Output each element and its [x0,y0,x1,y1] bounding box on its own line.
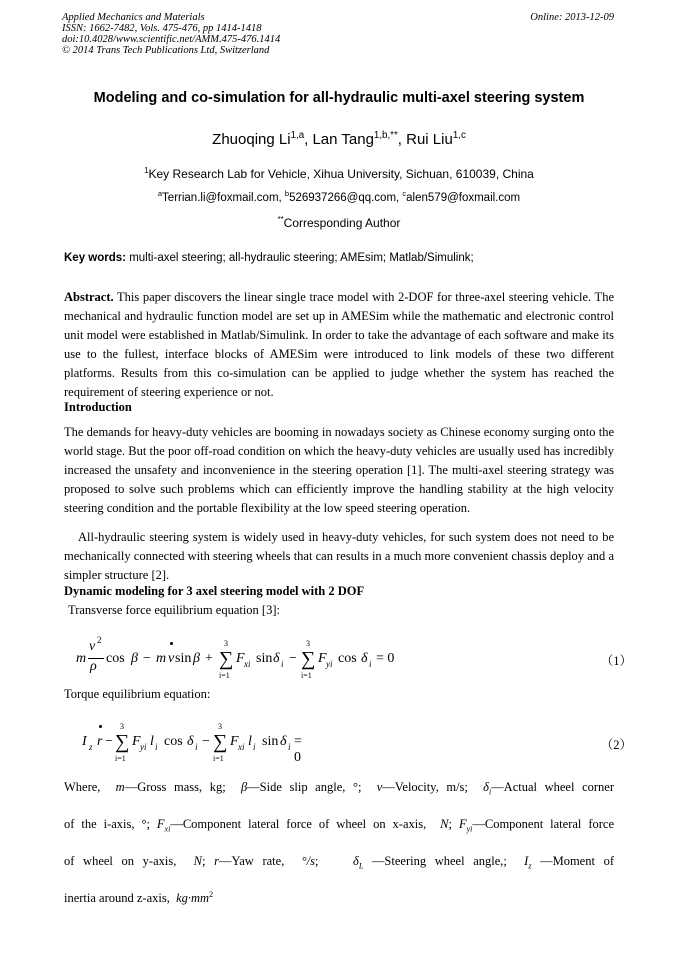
eq1-sum-bottom: i=1 [219,671,230,680]
def-text: —Side slip angle, °; [247,780,362,794]
intro-p1-text: The demands for heavy-duty vehicles are booming in nowadays society as Chinese economy surging onto the world stage. But the poor off-road condition on which the heavy-duty vehicles are usually used has incredibly increased the unsafety and inconvenience in the steering operation [1]. The multi-axel steering strategy was proposed to solve such problems which can efficiently improve the handling stability at the high velocity steering condition and the portable flexibility at the low speed steering operation. [64,425,614,515]
eq1-sum2-bottom: i=1 [301,671,312,680]
equation-2-number: （2） [600,738,632,752]
eq1-minus: − [143,651,151,666]
def-text: Where, [64,780,101,794]
def-symbol: F [156,817,165,831]
def-text: —Component lateral force of wheel on x-axis, [170,817,427,831]
eq1-F: F [236,651,245,666]
def-text: —Actual wheel corner [491,780,614,794]
eq2-sum-top: 3 [120,722,124,731]
def-symbol: F [458,817,467,831]
def-text: ; [448,817,452,831]
def-symbol: v [376,780,383,794]
eq2-l-i: i [155,742,158,752]
def-text: ; [314,854,319,868]
eq1-yi: yi [326,659,333,669]
eq2-minus: − [105,734,113,749]
email: Terrian.li@foxmail.com [162,192,279,204]
definitions-line-4 [64,889,614,926]
eq1-sin2: sin [256,651,273,666]
eq2-i: i [195,742,198,752]
author-name: Rui Liu [406,131,453,148]
eq1-dot [170,642,173,645]
author-sup: 1,a [290,130,305,141]
def-subscript: xi [164,824,171,834]
doi: doi:10.4028/www.scientific.net/AMM.475-476.1414 [62,34,281,45]
eq2-sum2: ∑ [213,731,228,753]
def-text: of wheel on y-axis, [64,854,177,868]
def-text: —Component lateral force [472,817,615,831]
eq1-beta: β [131,651,138,666]
def-text: —Yaw rate, [218,854,285,868]
author-sup: 1,c [452,130,466,141]
eq2-sum2-bottom: i=1 [213,754,224,763]
email-sup: b [284,189,290,199]
email-sup: a [157,189,163,199]
corr-sup: ** [277,215,284,224]
paper-title: Modeling and co-simulation for all-hydraulic multi-axel steering system [93,90,585,106]
eq1-delta: δ [273,651,280,666]
eq2-l2-i: i [253,742,256,752]
eq1-rho: ρ [90,659,97,674]
eq2-delta2: δ [280,734,287,749]
eq1-plus: + [205,651,213,666]
issn: ISSN: 1662-7482, Vols. 475-476, pp 1414-1418 [62,23,262,34]
eq1-xi: xi [244,659,251,669]
intro-paragraph-1 [64,423,614,518]
variable-definitions [64,778,614,926]
eq2-eqzero: = 0 [294,734,302,765]
eq1-eqzero: = 0 [376,651,395,666]
eq2-I: I [82,734,87,749]
journal-name: Applied Mechanics and Materials [62,12,205,23]
author-name: Lan Tang [312,131,374,148]
eq1-beta2: β [193,651,200,666]
keywords [64,252,616,264]
eq1-m2: m [156,651,167,666]
eq2-minus2: − [202,734,210,749]
eq1-i: i [281,659,284,669]
eq1-cos: cos [106,651,125,666]
corr-text: Corresponding Author [283,216,401,230]
eq1-F2: F [318,651,327,666]
def-symbol: r [214,854,219,868]
def-text: —Velocity, m/s; [382,780,468,794]
section-heading-introduction: Introduction [64,400,132,414]
definitions-line-1 [64,778,614,815]
eq2-yi: yi [140,742,147,752]
author-list: Zhuoqing Li$^{1,a}$, Lan Tang$^{1,b,**}$, Rui Liu$^{1,c}$ [212,130,466,148]
torque-label: Torque equilibrium equation: [64,687,211,701]
def-subscript: yi [466,824,473,834]
journal-header [62,12,614,56]
eq2-sin: sin [262,734,279,749]
eq2-l: l [150,734,154,749]
corresponding-author [40,216,638,230]
intro-p2-text: All-hydraulic steering system is widely used in heavy-duty vehicles, for such system does not need to be mechanically connected with steering wheels that can results in a much more convenient chassis deploy and a simpler structure [2]. [64,530,614,582]
abstract-text: This paper discovers the linear single trace model with 2-DOF for three-axel steering vehicle. The mechanical and hydraulic function model are set up in AMESim while the mathematic and electronic control unit model were established in Matlab/Simulink. In order to take the advantage of each software and make its use to the fullest, interface blocks of AMESim were introduced to link models of these two different platforms. Results from this co-simulation can be applied to judge whether the system has reached the requirement of steering experience or not. [64,290,614,399]
def-text: —Steering wheel angle,; [371,854,507,868]
intro-paragraph-2 [64,528,614,585]
definitions-line-2 [64,815,614,852]
eq1-sum: ∑ [219,648,234,670]
eq1-cos2: cos [338,651,357,666]
def-subscript: z [528,861,532,871]
def-text: ; [201,854,206,868]
email: alen579@foxmail.com [406,192,521,204]
eq2-l2: l [248,734,252,749]
eq2-delta: δ [187,734,194,749]
keywords-text: multi-axel steering; all-hydraulic steering; AMEsim; Matlab/Simulink; [129,252,474,264]
def-subscript: i [488,787,492,797]
eq1-vdot: v [168,651,175,666]
eq2-sum: ∑ [115,731,130,753]
def-symbol: m [115,780,125,794]
def-symbol: N [440,817,449,831]
eq1-i2: i [369,659,372,669]
eq1-sin: sin [175,651,192,666]
eq2-r: r [97,734,103,749]
eq1-sum-top: 3 [224,639,228,648]
copyright: © 2014 Trans Tech Publications Ltd, Switzerland [62,45,270,56]
abstract [64,288,614,402]
def-symbol: N [193,854,202,868]
equation-2 [82,720,312,764]
def-symbol: °/s [301,854,315,868]
eq2-xi: xi [238,742,245,752]
email-list: $^a$Terrian.li@foxmail.com, $^b$526937266@qq.com, $^c$alen579@foxmail.com [157,189,521,204]
eq1-sum2: ∑ [301,648,316,670]
author-name: Zhuoqing Li [212,131,291,148]
abstract-label: Abstract. [64,290,114,304]
def-text: —Gross mass, kg; [124,780,226,794]
eq1-delta2: δ [361,651,368,666]
definitions-line-3 [64,852,614,889]
def-symbol: I [524,854,529,868]
transverse-label: Transverse force equilibrium equation [3]: [68,603,280,617]
eq2-sum-bottom: i=1 [115,754,126,763]
eq1-v: v [89,639,96,654]
email: 526937266@qq.com [289,192,397,204]
eq1-sum2-top: 3 [306,639,310,648]
def-symbol: kg·mm [176,891,210,905]
eq1-m: m [76,651,87,666]
def-text: of the i-axis, °; [64,817,150,831]
equation-1 [76,637,406,681]
def-symbol: δ [483,780,489,794]
eq2-F: F [132,734,141,749]
eq1-squared: 2 [97,635,102,645]
eq2-z: z [89,742,93,752]
def-text: inertia around z-axis, [64,891,170,905]
eq2-dot [99,725,102,728]
def-text: —Moment of [540,854,615,868]
equation-1-number: （1） [600,654,632,668]
eq2-sum2-top: 3 [218,722,222,731]
def-subscript: L [358,861,364,871]
affiliation-sup: 1 [144,166,149,175]
def-symbol: β [240,780,248,794]
eq2-i2: i [288,742,291,752]
keywords-label: Key words: [64,252,126,264]
online-date: Online: 2013-12-09 [530,12,614,23]
def-symbol: δ [353,854,359,868]
email-sup: c [402,189,407,199]
author-sup: 1,b,** [373,130,398,141]
section-heading-dynamic: Dynamic modeling for 3 axel steering model with 2 DOF [64,584,365,598]
eq2-cos: cos [164,734,183,749]
affiliation-text: Key Research Lab for Vehicle, Xihua University, Sichuan, 610039, China [148,167,534,181]
def-superscript: 2 [209,889,214,899]
eq2-F2: F [230,734,239,749]
affiliation [40,167,638,181]
eq1-minus2: − [289,651,297,666]
